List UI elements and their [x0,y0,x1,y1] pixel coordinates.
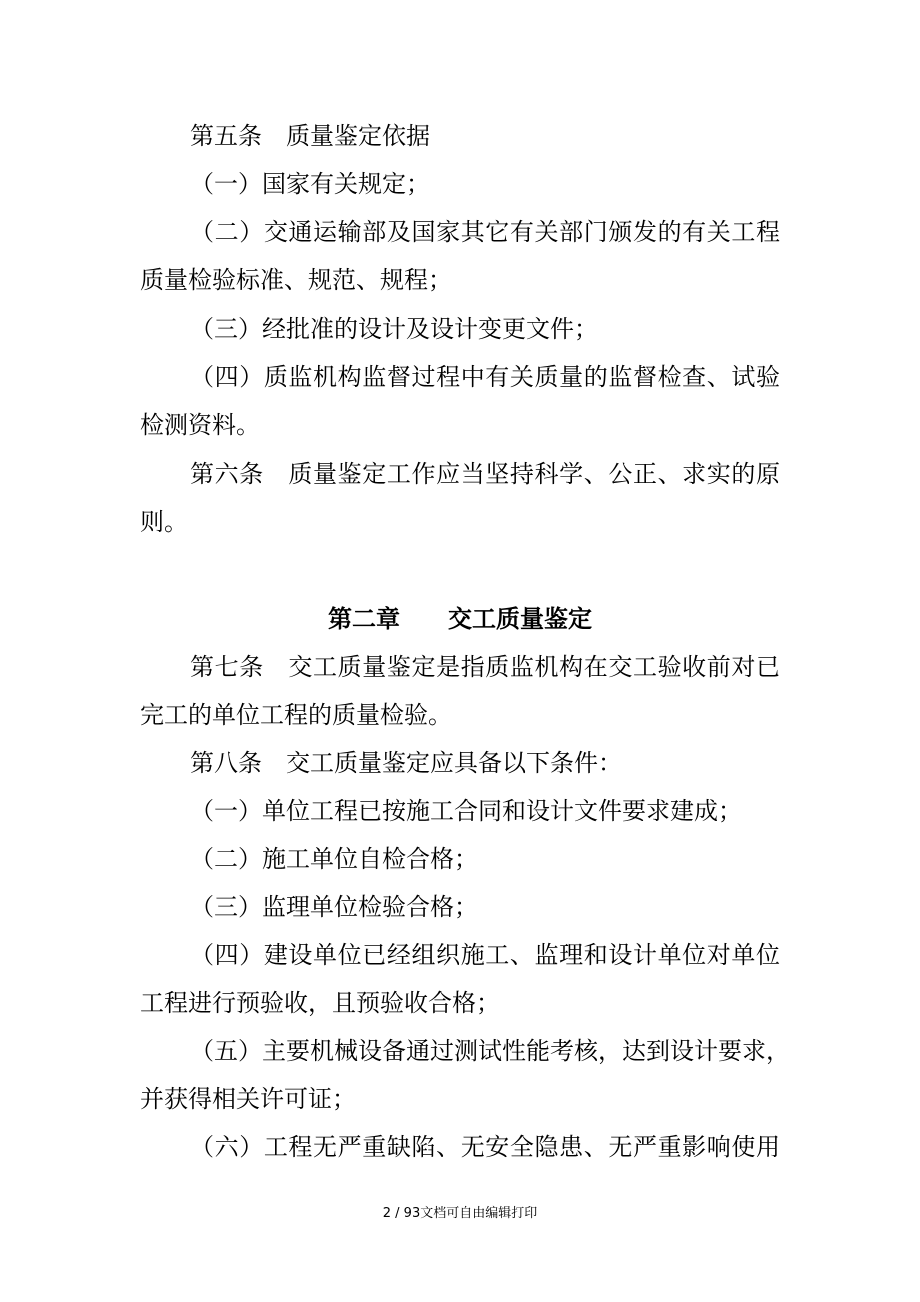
chapter-title: 第二章 交工质量鉴定 [328,604,592,633]
article-8-item-6-line-1: （六）工程无严重缺陷、无安全隐患、无严重影响使用 [190,1133,780,1161]
article-6-line-2: 则。 [140,508,188,536]
article-7-line-2: 完工的单位工程的质量检验。 [140,701,452,729]
article-6-line-1: 第六条 质量鉴定工作应当坚持科学、公正、求实的原 [190,460,780,488]
article-8-item-2: （二）施工单位自检合格； [190,845,478,873]
article-8-item-5-line-2: 并获得相关许可证； [140,1085,356,1113]
article-5-item-1: （一）国家有关规定； [190,170,430,198]
article-5-item-2-line-2: 质量检验标准、规范、规程； [140,266,452,294]
article-8-item-1: （一）单位工程已按施工合同和设计文件要求建成； [190,797,742,825]
article-5-item-4-line-1: （四）质监机构监督过程中有关质量的监督检查、试验 [190,363,780,391]
article-8-heading: 第八条 交工质量鉴定应具备以下条件： [190,749,622,777]
article-8-item-5-line-1: （五）主要机械设备通过测试性能考核，达到设计要求， [190,1037,790,1065]
page-footer: 2 / 93文档可自由编辑打印 [382,1206,538,1221]
article-5-heading: 第五条 质量鉴定依据 [190,122,430,150]
article-8-item-3: （三）监理单位检验合格； [190,893,478,921]
article-8-item-4-line-2: 工程进行预验收，且预验收合格； [140,989,500,1017]
article-8-item-4-line-1: （四）建设单位已经组织施工、监理和设计单位对单位 [190,941,780,969]
article-7-line-1: 第七条 交工质量鉴定是指质监机构在交工验收前对已 [190,653,780,681]
article-5-item-3: （三）经批准的设计及设计变更文件； [190,315,598,343]
article-5-item-4-line-2: 检测资料。 [140,411,260,439]
article-5-item-2-line-1: （二）交通运输部及国家其它有关部门颁发的有关工程 [190,218,780,246]
